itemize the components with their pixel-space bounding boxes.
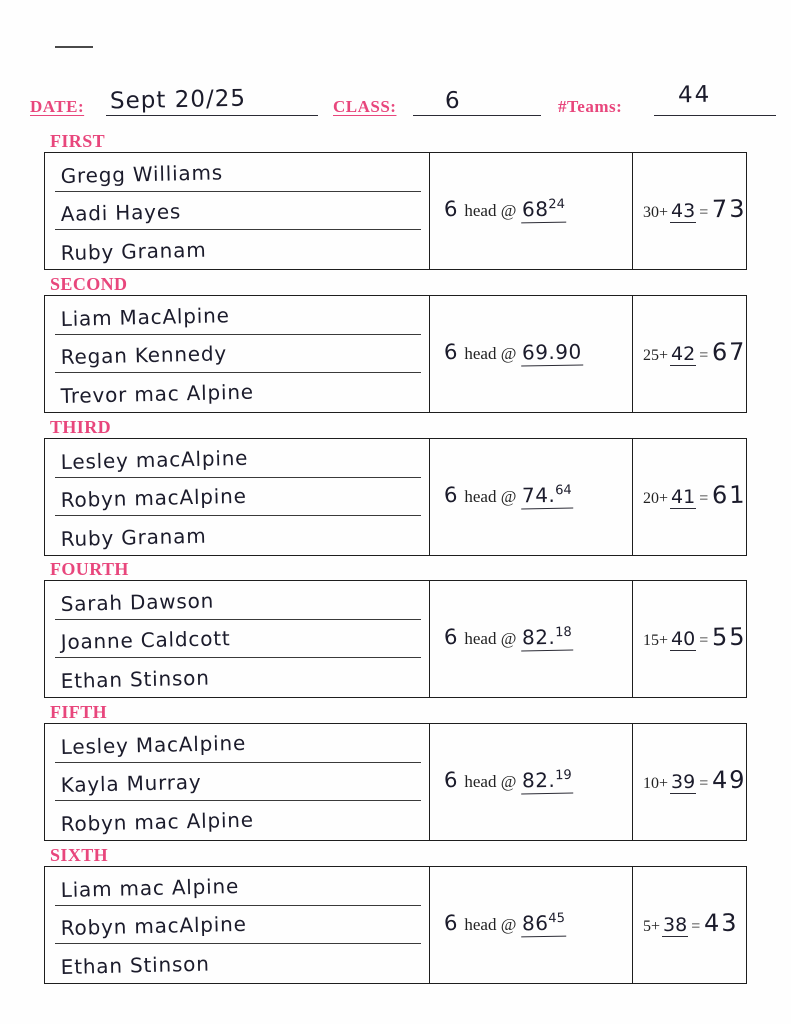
total-points: 61 (712, 480, 748, 510)
time-value-fraction: 24 (548, 196, 566, 213)
points-cell (633, 439, 746, 555)
points-expression (643, 195, 747, 223)
team-names-cell (45, 867, 430, 983)
base-points: 30 (643, 204, 659, 221)
plus-sign: + (659, 775, 669, 792)
head-count: 6 (443, 196, 459, 222)
team-names-cell (45, 153, 430, 269)
sheet-header (28, 81, 763, 120)
name-line[interactable] (55, 658, 421, 696)
team-member-name: Ruby Granam (60, 523, 207, 551)
time-value-main: 74. (522, 482, 556, 508)
team-names-cell (45, 581, 430, 697)
head-count: 6 (443, 624, 459, 650)
name-line[interactable] (55, 868, 421, 906)
base-points: 15 (643, 632, 659, 649)
bonus-points: 39 (671, 771, 696, 793)
placing-row (44, 295, 747, 413)
equals-sign: = (699, 632, 709, 649)
class-label: CLASS: (333, 97, 397, 116)
base-points: 5 (643, 918, 651, 935)
head-count: 6 (443, 767, 459, 793)
team-member-name: Joanne Caldcott (60, 626, 231, 654)
points-expression (643, 481, 747, 509)
name-line[interactable] (55, 906, 421, 944)
score-cell (430, 296, 633, 412)
name-line[interactable] (55, 373, 421, 411)
class-value[interactable]: 6 (444, 87, 460, 115)
time-value (521, 339, 583, 366)
team-member-name: Ruby Granam (60, 237, 207, 265)
name-line[interactable] (55, 230, 421, 268)
placing-row (44, 723, 747, 841)
date-rule (106, 115, 318, 116)
time-value-fraction: 45 (548, 910, 566, 927)
score-expression (444, 340, 624, 374)
total-points: 67 (712, 337, 748, 367)
name-line[interactable] (55, 154, 421, 192)
equals-sign: = (699, 775, 709, 792)
bonus-points: 40 (671, 628, 696, 650)
points-expression (643, 623, 747, 651)
points-cell (633, 867, 746, 983)
time-value-main: 82. (522, 767, 556, 793)
score-cell (430, 153, 633, 269)
name-line[interactable] (55, 801, 421, 839)
time-value (521, 625, 573, 652)
equals-sign: = (691, 918, 701, 935)
team-member-name: Ethan Stinson (60, 951, 210, 979)
time-value-main: 86 (522, 910, 550, 936)
total-points: 49 (712, 765, 748, 795)
equals-sign: = (699, 204, 709, 221)
name-line[interactable] (55, 725, 421, 763)
placing-label: FIFTH (50, 702, 108, 722)
head-count: 6 (443, 482, 459, 508)
time-value-main: 82. (522, 624, 556, 650)
name-line[interactable] (55, 297, 421, 335)
team-names-cell (45, 296, 430, 412)
time-value-main: 69.90 (522, 339, 583, 365)
placing-label: FOURTH (50, 559, 129, 579)
team-member-name: Lesley MacAlpine (60, 730, 247, 759)
score-cell (430, 724, 633, 840)
equals-sign: = (699, 490, 709, 507)
name-line[interactable] (55, 620, 421, 658)
head-at-label: head @ (464, 201, 517, 220)
team-member-name: Gregg Williams (60, 160, 224, 188)
score-expression (444, 483, 624, 517)
name-line[interactable] (55, 763, 421, 801)
points-cell (633, 581, 746, 697)
total-points: 55 (712, 622, 748, 652)
time-value-main: 68 (522, 196, 550, 222)
name-line[interactable] (55, 440, 421, 478)
date-value[interactable]: Sept 20/25 (109, 85, 247, 115)
team-member-name: Liam mac Alpine (60, 873, 240, 902)
plus-sign: + (659, 490, 669, 507)
points-cell (633, 296, 746, 412)
points-cell (633, 153, 746, 269)
teams-rule (654, 115, 776, 116)
score-cell (430, 581, 633, 697)
team-member-name: Kayla Murray (60, 769, 202, 797)
time-value-fraction: 19 (555, 767, 573, 784)
bonus-points: 43 (671, 200, 696, 222)
name-line[interactable] (55, 944, 421, 982)
top-dash-mark (55, 46, 93, 48)
head-count: 6 (443, 910, 459, 936)
head-at-label: head @ (464, 629, 517, 648)
time-value (521, 197, 566, 224)
teams-label: #Teams: (558, 97, 623, 116)
team-member-name: Aadi Hayes (60, 199, 182, 226)
head-count: 6 (443, 339, 459, 365)
head-at-label: head @ (464, 915, 517, 934)
placing-label: THIRD (50, 417, 112, 437)
score-expression (444, 911, 624, 945)
placing-row (44, 580, 747, 698)
score-expression (444, 625, 624, 659)
equals-sign: = (699, 347, 709, 364)
placing-row (44, 438, 747, 556)
team-member-name: Liam MacAlpine (60, 303, 230, 331)
score-cell (430, 439, 633, 555)
placing-row (44, 152, 747, 270)
placing-label: SIXTH (50, 845, 109, 865)
total-points: 73 (712, 194, 748, 224)
team-member-name: Robyn macAlpine (60, 483, 247, 512)
plus-sign: + (659, 204, 669, 221)
head-at-label: head @ (464, 344, 517, 363)
team-member-name: Robyn macAlpine (60, 911, 247, 940)
team-member-name: Ethan Stinson (60, 665, 210, 693)
bonus-points: 42 (671, 343, 696, 365)
score-expression (444, 197, 624, 231)
points-cell (633, 724, 746, 840)
points-expression (643, 766, 747, 794)
team-names-cell (45, 439, 430, 555)
name-line[interactable] (55, 516, 421, 554)
score-cell (430, 867, 633, 983)
placing-row (44, 866, 747, 984)
time-value (521, 483, 573, 510)
name-line[interactable] (55, 478, 421, 516)
time-value-fraction: 18 (555, 624, 573, 641)
placing-label: FIRST (50, 131, 106, 151)
team-names-cell (45, 724, 430, 840)
plus-sign: + (651, 918, 661, 935)
placing-label: SECOND (50, 274, 128, 294)
bonus-points: 41 (671, 486, 696, 508)
total-points: 43 (704, 908, 740, 938)
name-line[interactable] (55, 335, 421, 373)
time-value (521, 768, 573, 795)
team-member-name: Regan Kennedy (60, 341, 228, 369)
name-line[interactable] (55, 582, 421, 620)
bonus-points: 38 (663, 914, 688, 936)
base-points: 20 (643, 490, 659, 507)
teams-value[interactable]: 44 (677, 81, 712, 109)
date-label: DATE: (30, 97, 85, 116)
team-member-name: Trevor mac Alpine (60, 379, 255, 408)
head-at-label: head @ (464, 487, 517, 506)
name-line[interactable] (55, 192, 421, 230)
points-expression (643, 338, 747, 366)
base-points: 25 (643, 347, 659, 364)
points-expression (643, 909, 739, 937)
plus-sign: + (659, 347, 669, 364)
class-rule (413, 115, 541, 116)
score-expression (444, 768, 624, 802)
time-value (521, 911, 566, 938)
team-member-name: Robyn mac Alpine (60, 807, 255, 836)
head-at-label: head @ (464, 772, 517, 791)
base-points: 10 (643, 775, 659, 792)
time-value-fraction: 64 (555, 482, 573, 499)
team-member-name: Sarah Dawson (60, 588, 215, 616)
team-member-name: Lesley macAlpine (60, 445, 249, 474)
plus-sign: + (659, 632, 669, 649)
